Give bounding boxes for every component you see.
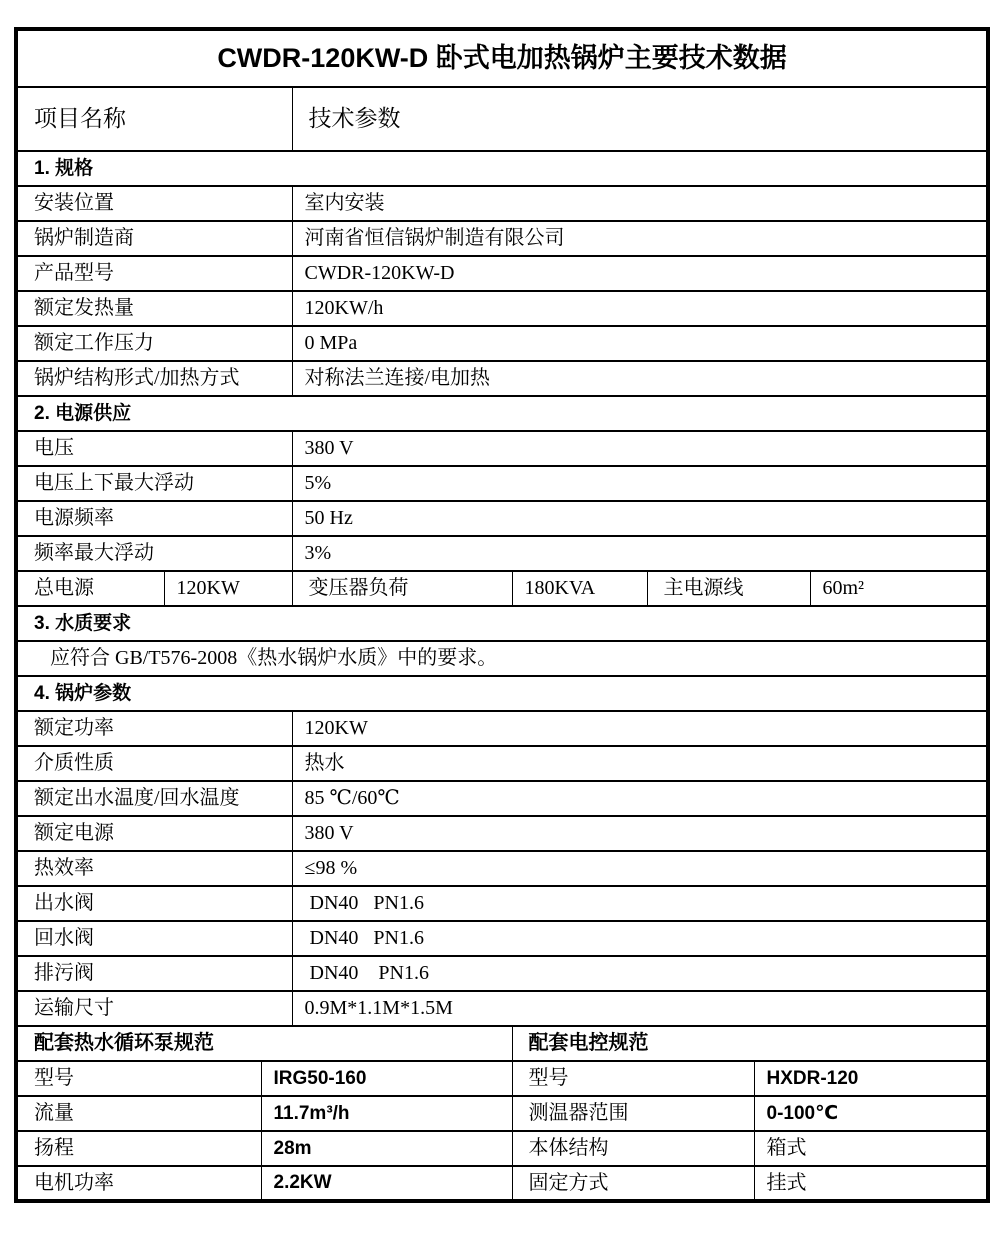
row-value: CWDR-120KW-D [292, 256, 988, 291]
row-value: ≤98 % [292, 851, 988, 886]
section4-heading: 4. 锅炉参数 [16, 676, 988, 711]
pump-spec-heading: 配套热水循环泵规范 [16, 1026, 512, 1061]
row-label: 介质性质 [16, 746, 292, 781]
row-label: 电压 [16, 431, 292, 466]
row-value: 85 ℃/60℃ [292, 781, 988, 816]
row-value: DN40 PN1.6 [292, 921, 988, 956]
accessories-row [16, 1096, 988, 1131]
control-row-value: 0-100℃ [754, 1096, 988, 1131]
pump-row-label: 扬程 [16, 1131, 261, 1166]
title-row [16, 29, 988, 87]
column-header-row [16, 87, 988, 151]
row-value: 120KW/h [292, 291, 988, 326]
section2-heading-row [16, 396, 988, 431]
row-value: 0 MPa [292, 326, 988, 361]
row-label: 锅炉结构形式/加热方式 [16, 361, 292, 396]
row-label: 总电源 [16, 571, 164, 606]
row-label: 电源频率 [16, 501, 292, 536]
row-label: 运输尺寸 [16, 991, 292, 1026]
pump-row-label: 电机功率 [16, 1166, 261, 1201]
table-row [16, 466, 988, 501]
water-quality-note: 应符合 GB/T576-2008《热水锅炉水质》中的要求。 [16, 641, 988, 676]
row-label: 额定出水温度/回水温度 [16, 781, 292, 816]
control-spec-heading: 配套电控规范 [512, 1026, 988, 1061]
row-label: 热效率 [16, 851, 292, 886]
total-power-row [16, 571, 988, 606]
section4-heading-row [16, 676, 988, 711]
row-label: 额定电源 [16, 816, 292, 851]
column-header-param: 技术参数 [292, 87, 988, 151]
control-row-label: 本体结构 [512, 1131, 754, 1166]
spec-table [14, 27, 990, 1203]
column-header-item: 项目名称 [16, 87, 292, 151]
table-row [16, 361, 988, 396]
control-row-value: 挂式 [754, 1166, 988, 1201]
table-row [16, 956, 988, 991]
accessories-row [16, 1061, 988, 1096]
table-row [16, 711, 988, 746]
table-row [16, 921, 988, 956]
control-row-value: 箱式 [754, 1131, 988, 1166]
row-label: 排污阀 [16, 956, 292, 991]
row-label: 电压上下最大浮动 [16, 466, 292, 501]
control-row-label: 测温器范围 [512, 1096, 754, 1131]
row-value: 河南省恒信锅炉制造有限公司 [292, 221, 988, 256]
pump-row-label: 型号 [16, 1061, 261, 1096]
table-row [16, 256, 988, 291]
accessories-row [16, 1131, 988, 1166]
row-value: 对称法兰连接/电加热 [292, 361, 988, 396]
row-label: 变压器负荷 [292, 571, 512, 606]
row-value: 380 V [292, 816, 988, 851]
table-row [16, 221, 988, 256]
row-label: 产品型号 [16, 256, 292, 291]
control-row-label: 固定方式 [512, 1166, 754, 1201]
control-row-value: HXDR-120 [754, 1061, 988, 1096]
section1-heading: 1. 规格 [16, 151, 988, 186]
row-value: 60m² [810, 571, 988, 606]
table-row [16, 431, 988, 466]
section3-heading-row [16, 606, 988, 641]
pump-row-value: IRG50-160 [261, 1061, 512, 1096]
control-row-label: 型号 [512, 1061, 754, 1096]
row-value: 5% [292, 466, 988, 501]
table-row [16, 886, 988, 921]
water-quality-note-row [16, 641, 988, 676]
row-value: 120KW [164, 571, 292, 606]
pump-row-value: 28m [261, 1131, 512, 1166]
table-row [16, 291, 988, 326]
row-value: 120KW [292, 711, 988, 746]
row-label: 出水阀 [16, 886, 292, 921]
accessories-heading-row [16, 1026, 988, 1061]
row-label: 主电源线 [647, 571, 810, 606]
table-row [16, 326, 988, 361]
row-label: 额定功率 [16, 711, 292, 746]
row-label: 频率最大浮动 [16, 536, 292, 571]
table-row [16, 186, 988, 221]
row-label: 回水阀 [16, 921, 292, 956]
row-label: 安装位置 [16, 186, 292, 221]
row-value: 50 Hz [292, 501, 988, 536]
table-row [16, 851, 988, 886]
pump-row-label: 流量 [16, 1096, 261, 1131]
section3-heading: 3. 水质要求 [16, 606, 988, 641]
section2-heading: 2. 电源供应 [16, 396, 988, 431]
pump-row-value: 2.2KW [261, 1166, 512, 1201]
row-value: 0.9M*1.1M*1.5M [292, 991, 988, 1026]
row-value: 380 V [292, 431, 988, 466]
table-row [16, 746, 988, 781]
row-value: DN40 PN1.6 [292, 886, 988, 921]
page-title: CWDR-120KW-D 卧式电加热锅炉主要技术数据 [16, 29, 988, 87]
row-label: 额定发热量 [16, 291, 292, 326]
table-row [16, 501, 988, 536]
row-value: 热水 [292, 746, 988, 781]
table-row [16, 536, 988, 571]
row-value: DN40 PN1.6 [292, 956, 988, 991]
row-value: 室内安装 [292, 186, 988, 221]
table-row [16, 781, 988, 816]
row-value: 180KVA [512, 571, 647, 606]
accessories-row [16, 1166, 988, 1201]
table-row [16, 816, 988, 851]
row-label: 额定工作压力 [16, 326, 292, 361]
table-row [16, 991, 988, 1026]
pump-row-value: 11.7m³/h [261, 1096, 512, 1131]
row-value: 3% [292, 536, 988, 571]
row-label: 锅炉制造商 [16, 221, 292, 256]
section1-heading-row [16, 151, 988, 186]
